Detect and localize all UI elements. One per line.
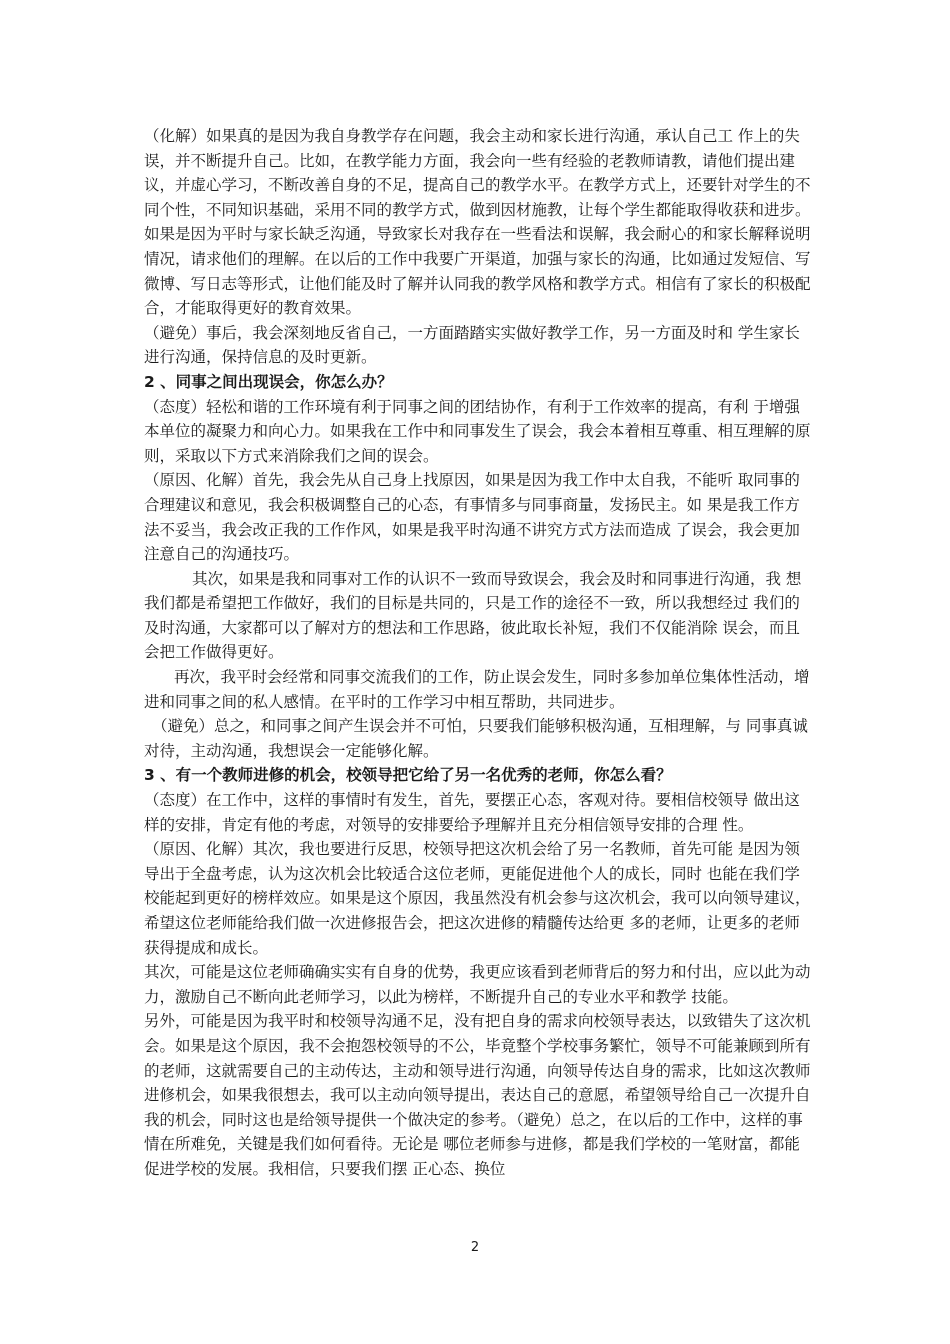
paragraph: （避免）事后，我会深刻地反省自己，一方面踏踏实实做好教学工作，另一方面及时和 学生家长进行沟通，保持信息的及时更新。 [144,323,800,367]
paragraph: （原因、化解）其次，我也要进行反思，校领导把这次机会给了另一名教师，首先可能 是因为领导出于全盘考虑，认为这次机会比较适合这位老师，更能促进他个人的成长，同时 也能在我们学校能起到更好的榜样效应。如果是这个原因，我虽然没有机会参与这次机会，我可以向领导建议，希望这位老师能给我们做一次进修报告会，把这次进修的精髓传达给更 多的老师，让更多的老师获得提成和成长。 [144,840,811,957]
paragraph: 另外，可能是因为我平时和校领导沟通不足，没有把自身的需求向校领导表达，以致错失了这次机会。如果是这个原因，我不会抱怨校领导的不公，毕竟整个学校事务繁忙，领导不可能兼顾到所有的老师，这就需要自己的主动传达，主动和领导进行沟通，向领导传达自身的需求，比如这次教师进修机会，如果我很想去，我可以主动向领导提出，表达自己的意愿，希望领导给自己一次提升自我的机会，同时这也是给领导提供一个做决定的参考。（避免）总之，在以后的工作中，这样的事情在所难免，关键是我们如何看待。无论是 哪位老师参与进修，都是我们学校的一笔财富，都能促进学校的发展。我相信，只要我们摆 正心态、换位 [144,1012,811,1178]
paragraph: 其次，可能是这位老师确确实实有自身的优势，我更应该看到老师背后的努力和付出，应以此为动力，激励自己不断向此老师学习，以此为榜样，不断提升自己的专业水平和教学 技能。 [144,963,811,1006]
paragraph: （避免）总之，和同事之间产生误会并不可怕，只要我们能够积极沟通，互相理解，与 同事真诚对待，主动沟通，我想误会一定能够化解。 [144,717,808,760]
paragraph: 如果是因为平时与家长缺乏沟通，导致家长对我存在一些看法和误解，我会耐心的和家长解释说明情况，请求他们的理解。在以后的工作中我要广开渠道，加强与家长的沟通，比如通过发短信、写微博、写日志等形式，让他们能及时了解并认同我的教学风格和教学方式。相信有了家长的积极配合，才能取得更好的教育效果。 [144,225,811,318]
paragraph: （原因、化解）首先，我会先从自己身上找原因，如果是因为我工作中太自我，不能听 取同事的合理建议和意见，我会积极调整自己的心态，有事情多与同事商量，发扬民主。如 果是我工作方法不妥当，我会改正我的工作作风，如果是我平时沟通不讲究方式方法而造成 了误会，我会更加注意自己的沟通技巧。 [144,471,800,564]
paragraph: （化解）如果真的是因为我自身教学存在问题，我会主动和家长进行沟通，承认自己工 作上的失误，并不断提升自己。比如，在教学能力方面，我会向一些有经验的老教师请教，请他们提出建议，并虚心学习，不断改善自身的不足，提高自己的教学水平。在教学方式上，还要针对学生的不同个性，不同知识基础，采用不同的教学方式，做到因材施教，让每个学生都能取得收获和进步。 [144,127,811,219]
paragraph: 再次，我平时会经常和同事交流我们的工作，防止误会发生，同时多参加单位集体性活动，增进和同事之间的私人感情。在平时的工作学习中相互帮助，共同进步。 [144,668,810,711]
document-body [144,124,812,1182]
section-heading-3: 3 、有一个教师进修的机会，校领导把它给了另一名优秀的老师，你怎么看？ [144,766,672,785]
paragraph: （态度）轻松和谐的工作环境有利于同事之间的团结协作，有利于工作效率的提高，有利 于增强本单位的凝聚力和向心力。如果我在工作中和同事发生了误会，我会本着相互尊重、相互理解的原则，采取以下方式来消除我们之间的误会。 [144,397,811,465]
section-heading-2: 2 、同事之间出现误会，你怎么办？ [144,372,393,391]
paragraph: 其次，如果是我和同事对工作的认识不一致而导致误会，我会及时和同事进行沟通，我 想我们都是希望把工作做好，我们的目标是共同的，只是工作的途径不一致，所以我想经过 我们的及时沟通，大家都可以了解对方的想法和工作思路，彼此取长补短，我们不仅能消除 误会，而且会把工作做得更好。 [144,569,802,662]
page-number: 2 [470,1240,480,1255]
paragraph: （态度）在工作中，这样的事情时有发生，首先，要摆正心态，客观对待。要相信校领导 做出这样的安排，肯定有他的考虑，对领导的安排要给予理解并且充分相信领导安排的合理 性。 [144,791,800,834]
